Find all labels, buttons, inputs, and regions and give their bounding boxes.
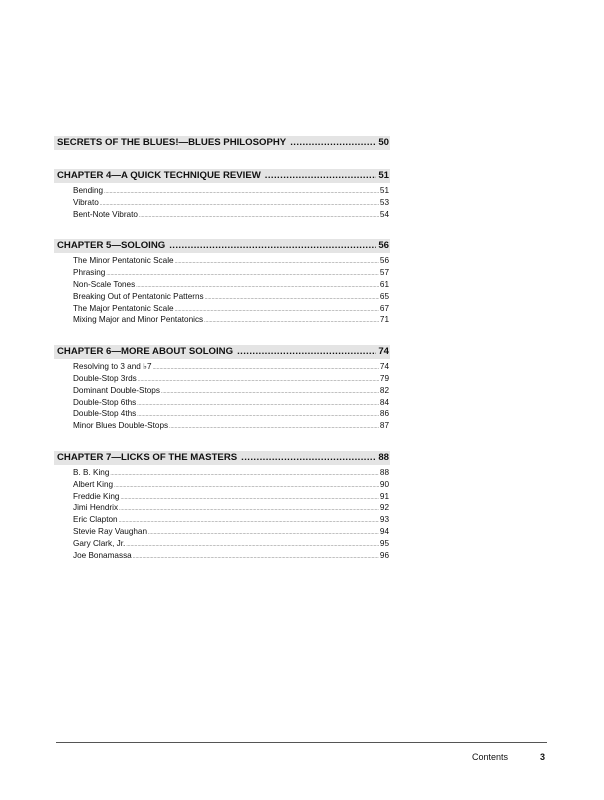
entry-page-number: 82 bbox=[379, 385, 389, 395]
toc-entry[interactable] bbox=[54, 373, 390, 385]
entry-page-number: 96 bbox=[379, 550, 389, 560]
dot-leader bbox=[139, 211, 379, 221]
toc-entry[interactable] bbox=[54, 479, 390, 491]
toc-entry[interactable] bbox=[54, 197, 390, 209]
entry-page-number: 94 bbox=[379, 526, 389, 536]
chapter-page-number: 51 bbox=[378, 170, 389, 181]
entry-label: Gary Clark, Jr. bbox=[73, 538, 126, 548]
dot-leader bbox=[114, 481, 379, 491]
toc-section bbox=[54, 169, 390, 220]
entry-label: Phrasing bbox=[73, 268, 106, 278]
toc-entry[interactable] bbox=[54, 303, 390, 315]
chapter-title: SECRETS OF THE BLUES!—BLUES PHILOSOPHY bbox=[57, 137, 287, 148]
chapter-title: CHAPTER 7—LICKS OF THE MASTERS bbox=[57, 451, 238, 463]
chapter-heading[interactable] bbox=[54, 136, 390, 150]
entry-list bbox=[54, 361, 390, 432]
entry-list bbox=[54, 255, 390, 326]
entry-label: The Major Pentatonic Scale bbox=[73, 303, 174, 313]
footer-divider bbox=[56, 742, 547, 743]
toc-entry[interactable] bbox=[54, 526, 390, 538]
dot-leader bbox=[290, 136, 376, 150]
toc-entry[interactable] bbox=[54, 314, 390, 326]
dot-leader bbox=[133, 552, 379, 562]
entry-page-number: 86 bbox=[379, 409, 389, 419]
toc-entry[interactable] bbox=[54, 291, 390, 303]
chapter-page-number: 50 bbox=[378, 137, 389, 148]
dot-leader bbox=[161, 387, 379, 397]
dot-leader bbox=[205, 293, 379, 303]
toc-entry[interactable] bbox=[54, 550, 390, 562]
entry-label: Joe Bonamassa bbox=[73, 550, 132, 560]
entry-label: Albert King bbox=[73, 479, 114, 489]
chapter-page-number: 56 bbox=[378, 240, 389, 252]
dot-leader bbox=[169, 422, 379, 432]
entry-page-number: 87 bbox=[379, 421, 389, 431]
dot-leader bbox=[120, 493, 378, 503]
dot-leader bbox=[119, 516, 379, 526]
chapter-heading[interactable] bbox=[54, 169, 390, 183]
chapter-heading[interactable] bbox=[54, 451, 390, 465]
dot-leader bbox=[204, 316, 379, 326]
dot-leader bbox=[175, 305, 379, 315]
chapter-page-number: 88 bbox=[378, 451, 389, 463]
entry-page-number: 84 bbox=[379, 397, 389, 407]
entry-label: Non-Scale Tones bbox=[73, 279, 136, 289]
dot-leader bbox=[106, 269, 379, 279]
chapter-page-number: 74 bbox=[378, 346, 389, 358]
dot-leader bbox=[241, 451, 376, 465]
chapter-title: CHAPTER 5—SOLOING bbox=[57, 240, 166, 252]
chapter-title: CHAPTER 4—A QUICK TECHNIQUE REVIEW bbox=[57, 170, 261, 181]
toc-entry[interactable] bbox=[54, 385, 390, 397]
toc-entry[interactable] bbox=[54, 420, 390, 432]
toc-section bbox=[54, 239, 390, 326]
dot-leader bbox=[169, 239, 376, 253]
entry-label: Double-Stop 6ths bbox=[73, 397, 137, 407]
entry-label: Minor Blues Double-Stops bbox=[73, 421, 169, 431]
entry-label: Bent-Note Vibrato bbox=[73, 209, 138, 219]
entry-page-number: 56 bbox=[379, 256, 389, 266]
entry-page-number: 92 bbox=[379, 503, 389, 513]
entry-label: Stevie Ray Vaughan bbox=[73, 526, 148, 536]
dot-leader bbox=[104, 187, 379, 197]
dot-leader bbox=[100, 199, 379, 209]
dot-leader bbox=[137, 399, 379, 409]
toc-entry[interactable] bbox=[54, 502, 390, 514]
entry-label: The Minor Pentatonic Scale bbox=[73, 256, 174, 266]
page-number: 3 bbox=[540, 752, 546, 762]
entry-page-number: 91 bbox=[379, 491, 389, 501]
entry-page-number: 65 bbox=[379, 291, 389, 301]
toc-section bbox=[54, 451, 390, 561]
entry-page-number: 53 bbox=[379, 197, 389, 207]
toc-entry[interactable] bbox=[54, 514, 390, 526]
dot-leader bbox=[148, 528, 379, 538]
entry-page-number: 67 bbox=[379, 303, 389, 313]
entry-page-number: 57 bbox=[379, 268, 389, 278]
entry-page-number: 90 bbox=[379, 479, 389, 489]
entry-label: Jimi Hendrix bbox=[73, 503, 119, 513]
dot-leader bbox=[137, 410, 379, 420]
entry-list bbox=[54, 467, 390, 561]
toc-entry[interactable] bbox=[54, 279, 390, 291]
entry-page-number: 74 bbox=[379, 362, 389, 372]
toc-entry[interactable] bbox=[54, 408, 390, 420]
entry-label: Double-Stop 3rds bbox=[73, 373, 137, 383]
table-of-contents bbox=[54, 136, 390, 580]
entry-page-number: 51 bbox=[379, 186, 389, 195]
toc-entry[interactable] bbox=[54, 267, 390, 279]
entry-label: Freddie King bbox=[73, 491, 120, 501]
entry-label: Vibrato bbox=[73, 197, 99, 207]
toc-section bbox=[54, 345, 390, 432]
dot-leader bbox=[126, 540, 379, 550]
dot-leader bbox=[110, 469, 378, 479]
toc-entry[interactable] bbox=[54, 209, 390, 221]
toc-entry[interactable] bbox=[54, 255, 390, 267]
dot-leader bbox=[136, 281, 379, 291]
dot-leader bbox=[138, 375, 379, 385]
toc-section bbox=[54, 136, 390, 150]
toc-entry[interactable] bbox=[54, 538, 390, 550]
entry-page-number: 79 bbox=[379, 373, 389, 383]
entry-label: B. B. King bbox=[73, 467, 110, 477]
dot-leader bbox=[119, 504, 379, 514]
entry-page-number: 54 bbox=[379, 209, 389, 219]
entry-page-number: 71 bbox=[379, 315, 389, 325]
dot-leader bbox=[153, 363, 379, 373]
entry-list bbox=[54, 185, 390, 220]
entry-label: Double-Stop 4ths bbox=[73, 409, 137, 419]
chapter-heading[interactable] bbox=[54, 239, 390, 253]
chapter-title: CHAPTER 6—MORE ABOUT SOLOING bbox=[57, 346, 234, 358]
entry-label: Dominant Double-Stops bbox=[73, 385, 160, 395]
entry-page-number: 88 bbox=[379, 467, 389, 477]
entry-page-number: 61 bbox=[379, 279, 389, 289]
toc-entry[interactable] bbox=[54, 397, 390, 409]
entry-label: Resolving to 3 and ♭7 bbox=[73, 362, 152, 372]
dot-leader bbox=[265, 169, 377, 183]
entry-page-number: 95 bbox=[379, 538, 389, 548]
entry-label: Bending bbox=[73, 186, 104, 195]
toc-entry[interactable] bbox=[54, 361, 390, 373]
entry-label: Mixing Major and Minor Pentatonics bbox=[73, 315, 204, 325]
dot-leader bbox=[175, 257, 379, 267]
entry-label: Breaking Out of Pentatonic Patterns bbox=[73, 291, 204, 301]
chapter-heading[interactable] bbox=[54, 345, 390, 359]
entry-page-number: 93 bbox=[379, 515, 389, 525]
entry-label: Eric Clapton bbox=[73, 515, 118, 525]
toc-entry[interactable] bbox=[54, 185, 390, 197]
toc-entry[interactable] bbox=[54, 491, 390, 503]
dot-leader bbox=[237, 345, 376, 359]
toc-entry[interactable] bbox=[54, 467, 390, 479]
footer-label: Contents bbox=[472, 752, 509, 762]
